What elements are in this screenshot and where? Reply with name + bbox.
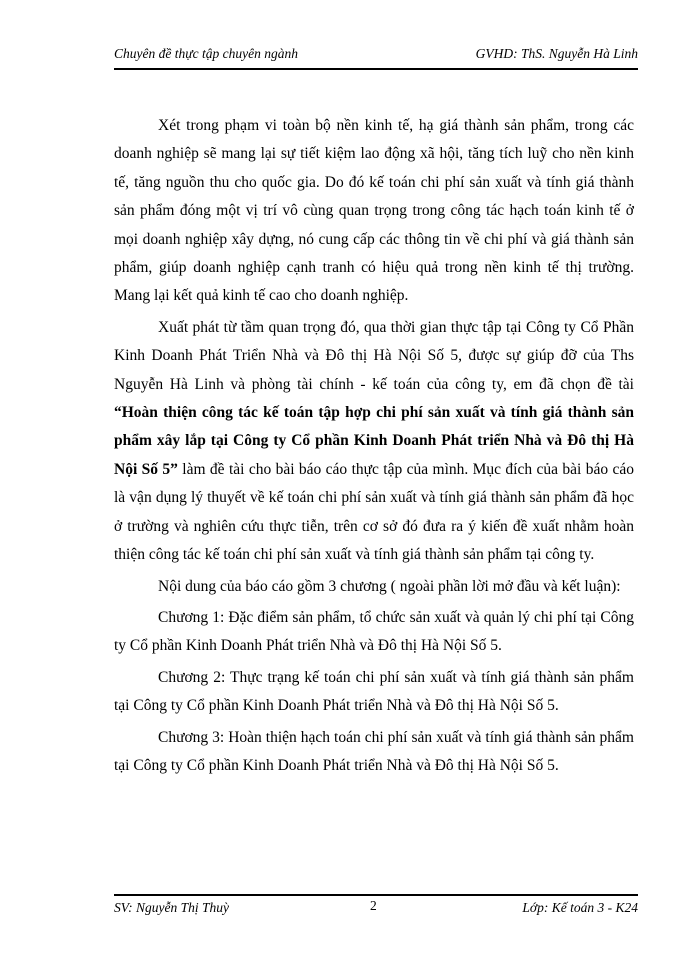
topic-purpose-text: làm đề tài cho bài báo cáo thực tập của mình. Mục đích của bài báo cáo là vận dụng lý thuyết về kế toán chi phí sản xuất và tính giá thành sản phẩm đã học ở trường và nghiên cứu thực tiễn, trên cơ sở đó đưa ra ý kiến đề xuất nhằm hoàn thiện công tác kế toán chi phí sản xuất và tính giá thành sản phẩm tại công ty.: [114, 460, 634, 564]
header-document-title: Chuyên đề thực tập chuyên ngành: [114, 46, 298, 61]
paragraph-intro: Xét trong phạm vi toàn bộ nền kinh tế, hạ giá thành sản phẩm, trong các doanh nghiệp sẽ mang lại sự tiết kiệm lao động xã hội, tăng tích luỹ cho nền kinh tế, tăng nguồn thu cho quốc gia. Do đó kế toán chi phí sản xuất và tính giá thành sản phẩm đóng một vị trí vô cùng quan trọng trong công tác hạch toán kinh tế ở mọi doanh nghiệp xây dựng, nó cung cấp các thông tin về chi phí và giá thành sản phẩm, giúp doanh nghiệp cạnh tranh có hiệu quả trong nền kinh tế thị trường. Mang lại kết quả kinh tế cao cho doanh nghiệp.: [114, 117, 634, 305]
topic-lead-text: Xuất phát từ tầm quan trọng đó, qua thời gian thực tập tại Công ty Cổ Phần Kinh Doanh Phát Triển Nhà và Đô thị Hà Nội Số 5, được sự giúp đỡ của Ths Nguyễn Hà Linh và phòng tài chính - kế toán của công ty, em đã chọn đề tài: [114, 318, 634, 393]
footer-student: SV: Nguyễn Thị Thuỳ: [114, 900, 229, 915]
page-header: [114, 40, 638, 70]
chapter-2: Chương 2: Thực trạng kế toán chi phí sản xuất và tính giá thành sản phẩm tại Công ty Cổ phần Kinh Doanh Phát triển Nhà và Đô thị Hà Nội Số 5.: [114, 668, 634, 715]
footer-class: Lớp: Kế toán 3 - K24: [522, 900, 638, 915]
page-footer: [114, 894, 638, 926]
chapter-1: Chương 1: Đặc điểm sản phẩm, tổ chức sản xuất và quản lý chi phí tại Công ty Cổ phần Kinh Doanh Phát triển Nhà và Đô thị Hà Nội Số 5.: [114, 608, 634, 655]
document-body: [114, 112, 634, 783]
topic-title: “Hoàn thiện công tác kế toán tập hợp chi phí sản xuất và tính giá thành sản phẩm xây lắp tại Công ty Cổ phần Kinh Doanh Phát triển Nhà và Đô thị Hà Nội Số 5”: [114, 404, 634, 478]
paragraph-topic: [114, 314, 634, 570]
paragraph-structure: Nội dung của báo cáo gồm 3 chương ( ngoài phần lời mở đầu và kết luận):: [158, 577, 621, 595]
chapter-3: Chương 3: Hoàn thiện hạch toán chi phí sản xuất và tính giá thành sản phẩm tại Công ty Cổ phần Kinh Doanh Phát triển Nhà và Đô thị Hà Nội Số 5.: [114, 728, 634, 774]
header-supervisor: GVHD: ThS. Nguyễn Hà Linh: [475, 46, 638, 61]
page-number: 2: [370, 898, 377, 913]
